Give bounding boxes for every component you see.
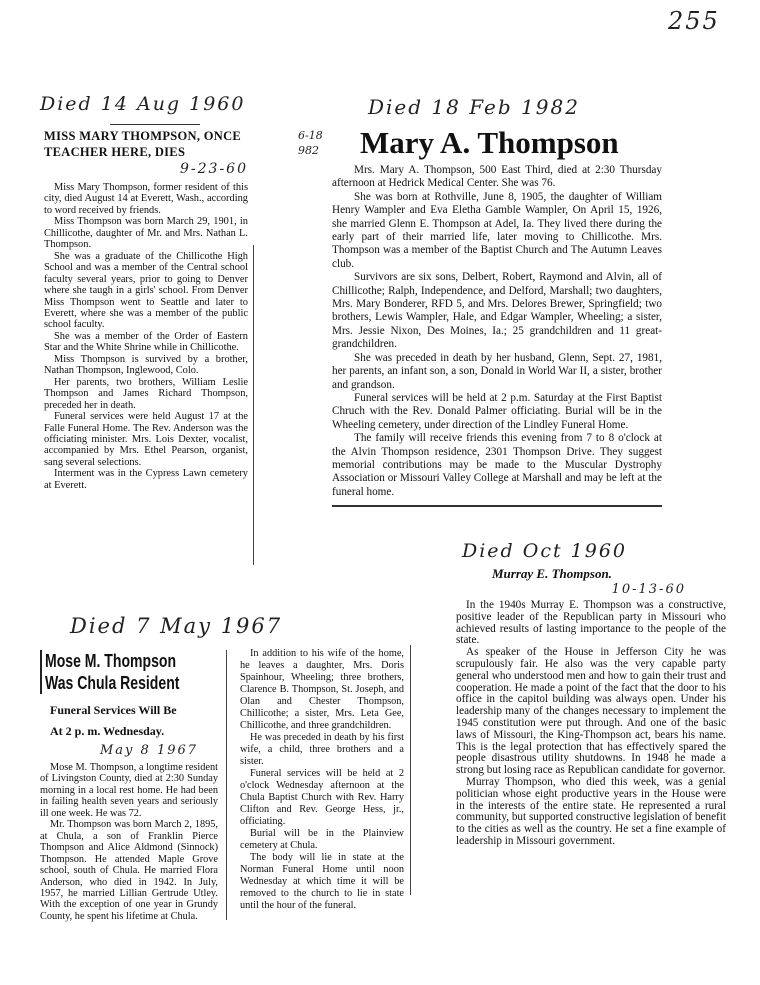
obituary-mose-m-thompson-1967	[40, 650, 218, 922]
paragraph: In the 1940s Murray E. Thompson was a constructive, positive leader of the Republican party in Missouri who achieved results of lasting importance to the people of the state.	[456, 599, 726, 647]
paragraph: She was a graduate of the Chillicothe High School and was a member of the Central school faculty several years, prior to going to Denver where she taugh in a girls' school. From Denver Miss Thompson went to Seattle and later to Everett, where she was a member of the public school faculty.	[44, 250, 248, 331]
obituary-mary-thompson-1960	[44, 128, 248, 491]
paragraph: In addition to his wife of the home, he leaves a daughter, Mrs. Doris Spainhour, Wheeling; three brothers, Clarence B. Thompson, St. Joseph, and Olan and Chester Thompson, Chillicothe; a sister, Mrs. Leta Gee, Chillicothe, and three grandchildren.	[240, 648, 404, 731]
headline: Mary A. Thompson	[360, 125, 619, 160]
paragraph: Funeral services will be held at 2 o'clock Wednesday afternoon at the Chula Baptist Church with Rev. Harry Clifton and Rev. George Hess, jr., officiating.	[240, 768, 404, 827]
editorial-murray-e-thompson-1960	[456, 566, 726, 848]
death-date-annotation: Died 7 May 1967	[70, 614, 283, 638]
date-note: May 8 1967	[100, 743, 199, 758]
headline-line-2: Was Chula Resident	[45, 673, 180, 693]
paragraph: Funeral services will be held at 2 p.m. Saturday at the First Baptist Chruch with the Rev. Donald Palmer officiating. Burial will be in the Wheeling cemetery, under direction of the Lindley Funeral Home.	[332, 391, 662, 431]
death-date-annotation: Died 18 Feb 1982	[368, 95, 580, 119]
paragraph: The body will lie in state at the Norman Funeral Home until noon Wednesday at which time it will be removed to the church to lie in state until the hour of the funeral.	[240, 852, 404, 911]
paragraph: The family will receive friends this evening from 7 to 8 o'clock at the Alvin Thompson residence, 2301 Thompson Drive. They suggest memorial contributions may be made to the Muscular Dystrophy Association or Missouri Valley College at Marshall and may be left at the funeral home.	[332, 432, 662, 498]
paragraph: Mose M. Thompson, a longtime resident of Livingston County, died at 2:30 Sunday morning in a local rest home. He had been in failing health seven years and seriously ill one week. He was 72.	[40, 762, 218, 819]
paragraph: Mr. Thompson was born March 2, 1895, at Chula, a son of Franklin Pierce Thompson and Alice Aldmond (Sinnock) Thompson. He attended Maple Grove school, south of Chula. He married Flora Anderson, who died in 1942. In July, 1957, he married Lillian Gertrude Utley. With the exception of one year in Grundy County, he spent his lifetime at Chula.	[40, 819, 218, 922]
paragraph: She was a member of the Order of Eastern Star and the White Shrine while in Chillicothe.	[44, 330, 248, 354]
date-note: 10-13-60	[611, 582, 686, 597]
paragraph: She was preceded in death by her husband, Glenn, Sept. 27, 1981, her parents, an infant son, a son, Donald in World War II, a sister, brother and grandson.	[332, 351, 662, 391]
paragraph: Interment was in the Cypress Lawn cemetery at Everett.	[44, 468, 248, 491]
paragraph: As speaker of the House in Jefferson City he was scrupulously fair. He also was the very capable party general who understood men and how to gain their trust and cooperation. He made a point of the fact that the door to his office in the capitol building was always open. Under his leadership many of the changes necessary to implement the 1945 constitution were put through. And one of the basic laws of Missouri, the King-Thompson act, bears his name. This is the legal protection that has effectively spared the people disastrous utility shutdowns. In 1948 he made a strong but losing race as Republican candidate for governor.	[456, 646, 726, 777]
paragraph: Murray Thompson, who died this week, was a genial politician whose eight productive years in the House were in the interests of the entire state. He represented a rural community, but supported constructive legislation of benefit to the cities as well as the country. He set a fine example of leadership in Missouri government.	[456, 775, 726, 847]
paragraph: Survivors are six sons, Delbert, Robert, Raymond and Alvin, all of Chillicothe; Ralph, Independence, and Delford, Marshall; two daughters, Mrs. Mary Bonderer, RFD 5, and Mrs. Delores Brewer, Springfield; two brothers, Lewis Wampler, Hale, and Edgar Wampler, Wheeling; a sister, Mrs. Jessie Nixon, Des Moines, Ia.; 25 grandchildren and 11 great-grandchildren.	[332, 271, 662, 351]
page-number-handwritten: 255	[668, 7, 720, 35]
paragraph: Miss Thompson is survived by a brother, Nathan Thompson, Inglewood, Colo.	[44, 353, 248, 377]
paragraph: He was preceded in death by his first wife, a child, three brothers and a sister.	[240, 732, 404, 767]
paragraph: Her parents, two brothers, William Leslie Thompson and James Richard Thompson, preceded her in death.	[44, 376, 248, 411]
paragraph: She was born at Rothville, June 8, 1905, the daughter of William Henry Wampler and Eva Eletha Gamble Wampler, On April 15, 1926, she married Glenn E. Thompson at Adel, Ia. They lived there during the early part of their married life, later moving to Chillicothe. Mrs. Thompson was a member of the Baptist Church and The Autumn Leaves club.	[332, 190, 662, 270]
subheadline-line-1: Funeral Services Will Be	[50, 703, 177, 717]
article-body	[332, 164, 662, 499]
headline: MISS MARY THOMPSON, ONCE TEACHER HERE, DIES	[44, 129, 242, 159]
divider	[332, 505, 662, 507]
paragraph: Burial will be in the Plainview cemetery at Chula.	[240, 828, 404, 851]
article-body-col1	[40, 762, 218, 922]
headline-line-1: Mose M. Thompson	[45, 651, 177, 671]
death-date-annotation: Died 14 Aug 1960	[40, 93, 246, 115]
headline: Murray E. Thompson.	[492, 566, 612, 581]
subheadline-line-2: At 2 p. m. Wednesday.	[50, 724, 165, 738]
paragraph: Funeral services were held August 17 at the Falle Funeral Home. The Rev. Anderson was the officiating minister. Mrs. Lois Dexter, vocalist, accompanied by Mrs. Ethel Pearson, organist, sang several selections.	[44, 411, 248, 468]
obituary-mose-col2	[240, 648, 404, 912]
article-body	[44, 182, 248, 491]
article-body-col2	[240, 648, 404, 912]
obituary-mary-a-thompson-1982	[332, 126, 662, 507]
article-body	[456, 600, 726, 848]
date-note: 6-18 982	[298, 129, 323, 157]
death-date-annotation: Died Oct 1960	[462, 540, 628, 562]
paragraph: Miss Thompson was born March 29, 1901, in Chillicothe, daughter of Mr. and Mrs. Nathan L. Thompson.	[44, 216, 248, 251]
date-note: 9-23-60	[180, 161, 248, 177]
paragraph: Mrs. Mary A. Thompson, 500 East Third, died at 2:30 Thursday afternoon at Hedrick Medical Center. She was 76.	[332, 164, 662, 190]
paragraph: Miss Mary Thompson, former resident of this city, died August 14 at Everett, Wash., according to word received by friends.	[44, 182, 248, 216]
